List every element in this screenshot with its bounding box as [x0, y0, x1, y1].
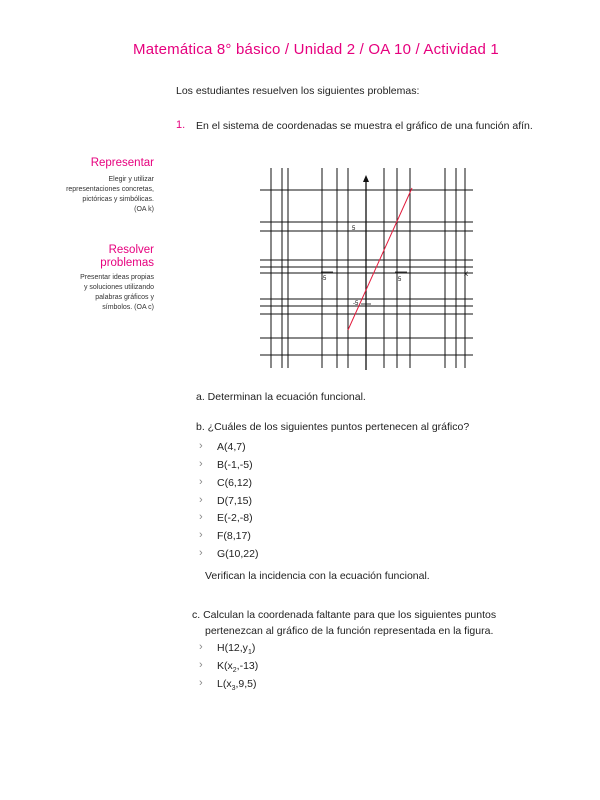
- point-l-subscript: 3: [231, 685, 236, 693]
- point-item: [199, 494, 253, 507]
- question-number: 1.: [176, 119, 186, 131]
- sidebar-line: Presentar ideas propias: [80, 274, 154, 281]
- point-item: [199, 440, 246, 453]
- x-tick-label-neg: -5: [321, 276, 327, 282]
- chevron-right-icon: ›: [199, 476, 203, 488]
- sidebar-line: y soluciones utilizando: [83, 284, 154, 292]
- part-c-label-line1: c. Calculan la coordenada faltante para que los siguientes puntos: [192, 609, 497, 621]
- intro-text: Los estudiantes resuelven los siguientes problemas:: [176, 85, 420, 97]
- point-l-prefix: L(x: [217, 678, 232, 690]
- sidebar-line: (OA k): [134, 206, 154, 214]
- point-item-k: [199, 659, 259, 675]
- point-h-suffix: ): [251, 642, 256, 654]
- chevron-right-icon: ›: [199, 641, 203, 653]
- point-h-prefix: H(12,y: [217, 642, 248, 654]
- sidebar-line: representaciones concretas,: [66, 186, 154, 194]
- sidebar-line: símbolos. (OA c): [102, 304, 154, 312]
- sidebar-title-line: Resolver: [108, 244, 154, 256]
- sidebar-line: Elegir y utilizar: [108, 176, 154, 183]
- chevron-right-icon: ›: [199, 547, 203, 559]
- sidebar-title-line: problemas: [100, 257, 154, 270]
- point-text: G(10,22): [217, 548, 259, 560]
- point-item: [199, 547, 259, 560]
- point-text: A(4,7): [217, 441, 246, 453]
- sidebar-body-resolver: [54, 273, 154, 314]
- chevron-right-icon: ›: [199, 677, 203, 689]
- sidebar-line: pictóricas y simbólicas.: [82, 196, 154, 204]
- page-title: Matemática 8° básico / Unidad 2 / OA 10 / Actividad 1: [133, 41, 499, 58]
- point-text: D(7,15): [217, 495, 253, 507]
- point-text: C(6,12): [217, 477, 253, 489]
- point-item-l: [199, 677, 257, 693]
- question-text: En el sistema de coordenadas se muestra el gráfico de una función afín.: [196, 120, 533, 132]
- part-b-note: Verifican la incidencia con la ecuación funcional.: [205, 570, 430, 582]
- chevron-right-icon: ›: [199, 440, 203, 452]
- chevron-right-icon: ›: [199, 458, 203, 470]
- function-line: [348, 188, 412, 330]
- sidebar-body-representar: [54, 175, 154, 216]
- y-axis-arrow-icon: [363, 175, 369, 182]
- point-text: E(-2,-8): [217, 512, 253, 524]
- point-l-suffix: ,9,5): [235, 678, 257, 690]
- point-item-h: [199, 641, 256, 657]
- part-c-label-line2: pertenezcan al gráfico de la función representada en la figura.: [205, 625, 494, 637]
- part-b-label: b. ¿Cuáles de los siguientes puntos pertenecen al gráfico?: [196, 421, 470, 433]
- point-k-subscript: 2: [232, 667, 237, 675]
- sidebar-title-resolver: [100, 244, 154, 270]
- coordinate-graph: [255, 160, 480, 372]
- point-text: B(-1,-5): [217, 459, 253, 471]
- chevron-right-icon: ›: [199, 511, 203, 523]
- chevron-right-icon: ›: [199, 529, 203, 541]
- sidebar-line: palabras gráficos y: [95, 294, 154, 302]
- point-k-suffix: ,-13): [236, 660, 259, 672]
- x-axis-label: x: [464, 269, 468, 278]
- point-item: [199, 511, 253, 524]
- point-item: [199, 476, 253, 489]
- point-text: F(8,17): [217, 530, 251, 542]
- x-tick-label-pos: 5: [398, 277, 402, 283]
- point-item: [199, 458, 253, 471]
- chevron-right-icon: ›: [199, 494, 203, 506]
- point-k-prefix: K(x: [217, 660, 233, 672]
- chevron-right-icon: ›: [199, 659, 203, 671]
- point-h-subscript: 1: [247, 649, 252, 657]
- y-tick-label-bottom: -5: [353, 301, 359, 307]
- point-item: [199, 529, 251, 542]
- y-tick-label-top: 5: [352, 226, 356, 232]
- sidebar-title-representar: Representar: [90, 157, 154, 169]
- part-a: a. Determinan la ecuación funcional.: [196, 391, 366, 403]
